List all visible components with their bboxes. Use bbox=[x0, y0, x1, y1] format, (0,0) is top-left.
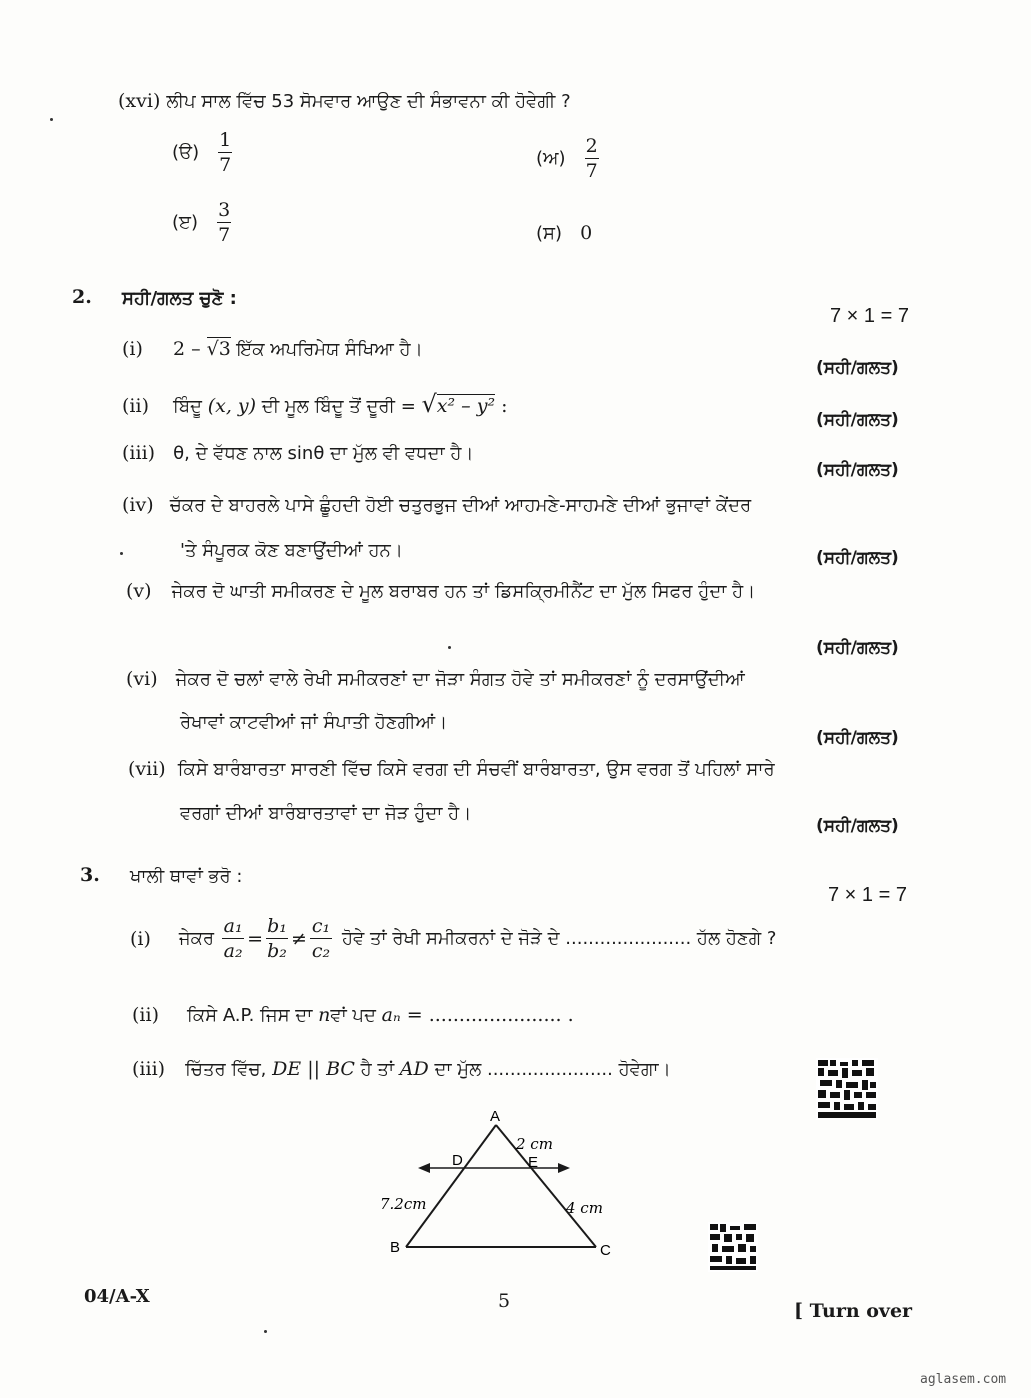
vertex-a: A bbox=[490, 1108, 501, 1125]
stray-dot bbox=[448, 646, 451, 649]
q3-title: ਖਾਲੀ ਥਾਵਾਂ ਭਰੋ : bbox=[130, 866, 243, 887]
stray-dot bbox=[264, 1330, 267, 1333]
option-d: (ਸ) 0 bbox=[536, 222, 593, 244]
q2-item-vii-line2: ਵਰਗਾਂ ਦੀਆਂ ਬਾਰੰਬਾਰਤਾਵਾਂ ਦਾ ਜੋੜ ਹੁੰਦਾ ਹੈ। bbox=[180, 803, 472, 824]
q3-item-ii: (ii) ਕਿਸੇ A.P. ਜਿਸ ਦਾ nਵਾਂ ਪਦ aₙ = ...................... . bbox=[132, 1004, 574, 1026]
q2-choice-iv: (ਸਹੀ/ਗਲਤ) bbox=[816, 548, 899, 568]
stray-dot bbox=[120, 552, 123, 555]
vertex-c: C bbox=[600, 1242, 611, 1259]
q3-item-i: (i) ਜੇਕਰ $\frac{\text{a₁}}{\text{a₂}}$ = $\frac{\text{b₁}}{\text{b₂}}$ ≠ $\frac{\text{c₁}}{\text{c₂}}$ ਹੋਵੇ ਤਾਂ ਰੇਖੀ ਸਮੀਕਰਨਾਂ ਦੇ ਜੋੜੇ ਦੇ ...................... ਹੱਲ ਹੋਣਗੇ ? bbox=[130, 915, 777, 962]
label-db: 7.2cm bbox=[380, 1195, 427, 1213]
qr-code-top bbox=[816, 1058, 878, 1120]
page-number: 5 bbox=[498, 1290, 511, 1312]
q2-item-ii: (ii) ਬਿੰਦੂ (x, y) ਦੀ ਮੂਲ ਬਿੰਦੂ ਤੋਂ ਦੂਰੀ = √x² – y² : bbox=[122, 390, 508, 418]
q2-number: 2. bbox=[72, 286, 92, 308]
label-ec: 4 cm bbox=[566, 1199, 603, 1217]
option-c: (ੲ) $\frac{3}{7}$ bbox=[172, 199, 231, 246]
q3-item-iii: (iii) ਚਿੱਤਰ ਵਿੱਚ, DE || BC ਹੈ ਤਾਂ AD ਦਾ ਮੁੱਲ ...................... ਹੋਵੇਗਾ। bbox=[132, 1058, 671, 1080]
arrow-left-icon bbox=[418, 1163, 430, 1173]
q2-item-v: (v) ਜੇਕਰ ਦੋ ਘਾਤੀ ਸਮੀਕਰਣ ਦੇ ਮੂਲ ਬਰਾਬਰ ਹਨ ਤਾਂ ਡਿਸਕ੍ਰਿਮੀਨੈਂਟ ਦਾ ਮੁੱਲ ਸਿਫਰ ਹੁੰਦਾ ਹੈ। bbox=[126, 580, 756, 602]
q2-choice-vi: (ਸਹੀ/ਗਲਤ) bbox=[816, 728, 899, 748]
turn-over: [ Turn over bbox=[794, 1300, 913, 1322]
option-b: (ਅ) $\frac{2}{7}$ bbox=[536, 135, 598, 182]
question-xvi: (xvi) ਲੀਪ ਸਾਲ ਵਿੱਚ 53 ਸੋਮਵਾਰ ਆਉਣ ਦੀ ਸੰਭਾਵਨਾ ਕੀ ਹੋਵੇਗੀ ? bbox=[118, 90, 571, 112]
point-d: D bbox=[452, 1152, 463, 1169]
q2-title: ਸਹੀ/ਗਲਤ ਚੁਣੋ : bbox=[122, 288, 237, 309]
q2-item-i: (i) 2 – √3 ਇੱਕ ਅਪਰਿਮੇਯ ਸੰਖਿਆ ਹੈ। bbox=[122, 338, 423, 360]
q2-choice-i: (ਸਹੀ/ਗਲਤ) bbox=[816, 358, 899, 378]
q2-choice-ii: (ਸਹੀ/ਗਲਤ) bbox=[816, 410, 899, 430]
vertex-b: B bbox=[390, 1239, 401, 1256]
q2-choice-vii: (ਸਹੀ/ਗਲਤ) bbox=[816, 816, 899, 836]
label-ae: 2 cm bbox=[516, 1135, 553, 1153]
q2-item-vi-line2: ਰੇਖਾਵਾਂ ਕਾਟਵੀਆਂ ਜਾਂ ਸੰਪਾਤੀ ਹੋਣਗੀਆਂ। bbox=[180, 712, 448, 733]
q2-item-iii: (iii) θ, ਦੇ ਵੱਧਣ ਨਾਲ sinθ ਦਾ ਮੁੱਲ ਵੀ ਵਧਦਾ ਹੈ। bbox=[122, 442, 474, 464]
q2-item-iv: (iv) ਚੱਕਰ ਦੇ ਬਾਹਰਲੇ ਪਾਸੇ ਛੂੰਹਦੀ ਹੋਈ ਚਤੁਰਭੁਜ ਦੀਆਂ ਆਹਮਣੇ-ਸਾਹਮਣੇ ਦੀਆਂ ਭੁਜਾਵਾਂ ਕੇਂਦਰ bbox=[122, 494, 752, 516]
stray-dot bbox=[50, 118, 53, 121]
qr-code-bottom bbox=[708, 1222, 758, 1272]
q3-marks: 7 × 1 = 7 bbox=[828, 884, 907, 906]
q2-choice-v: (ਸਹੀ/ਗਲਤ) bbox=[816, 638, 899, 658]
q2-marks: 7 × 1 = 7 bbox=[830, 305, 909, 327]
option-a: (ੳ) $\frac{1}{7}$ bbox=[172, 129, 232, 176]
q2-choice-iii: (ਸਹੀ/ਗਲਤ) bbox=[816, 460, 899, 480]
side-ab bbox=[406, 1125, 496, 1247]
arrow-right-icon bbox=[558, 1163, 570, 1173]
paper-code: 04/A-X bbox=[84, 1286, 150, 1307]
watermark: aglasem.com bbox=[920, 1372, 1007, 1387]
q2-item-vi: (vi) ਜੇਕਰ ਦੋ ਚਲਾਂ ਵਾਲੇ ਰੇਖੀ ਸਮੀਕਰਣਾਂ ਦਾ ਜੋੜਾ ਸੰਗਤ ਹੋਵੇ ਤਾਂ ਸਮੀਕਰਣਾਂ ਨੂੰ ਦਰਸਾਉਂਦੀਆਂ bbox=[126, 668, 745, 690]
point-e: E bbox=[528, 1154, 539, 1171]
q2-item-vii: (vii) ਕਿਸੇ ਬਾਰੰਬਾਰਤਾ ਸਾਰਣੀ ਵਿੱਚ ਕਿਸੇ ਵਰਗ ਦੀ ਸੰਚਵੀਂ ਬਾਰੰਬਾਰਤਾ, ਉਸ ਵਰਗ ਤੋਂ ਪਹਿਲਾਂ ਸਾਰੇ bbox=[128, 758, 775, 780]
q3-number: 3. bbox=[80, 864, 100, 886]
q2-item-iv-line2: 'ਤੇ ਸੰਪੂਰਕ ਕੋਣ ਬਣਾਉਂਦੀਆਂ ਹਨ। bbox=[180, 540, 403, 561]
triangle-figure bbox=[370, 1105, 630, 1265]
